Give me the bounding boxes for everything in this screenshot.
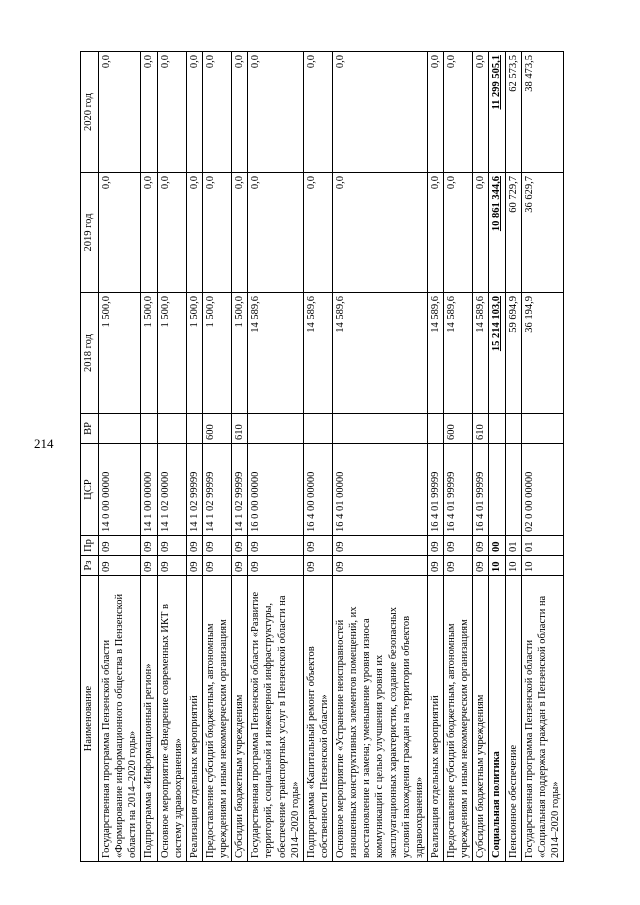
- cell-2020: 62 573,5: [505, 52, 521, 173]
- cell-name: Предоставление субсидий бюджетным, автономным учреждениям и иным некоммерческим организациям: [202, 576, 231, 862]
- cell-pr: 09: [232, 536, 248, 556]
- header-pr: Пр: [81, 536, 99, 556]
- page-number: 214: [34, 436, 54, 451]
- table-row: [303, 52, 332, 862]
- cell-2020: 0,0: [473, 52, 489, 173]
- cell-csr: 16 4 00 00000: [303, 444, 332, 536]
- cell-rz: 09: [157, 556, 186, 576]
- cell-rz: 09: [232, 556, 248, 576]
- cell-2018: 36 194,9: [521, 293, 563, 414]
- cell-name: Социальная политика: [489, 576, 505, 862]
- cell-csr: 16 0 00 00000: [248, 444, 304, 536]
- cell-2019: 10 861 344,6: [489, 173, 505, 293]
- cell-2019: 0,0: [141, 173, 157, 293]
- cell-2019: 0,0: [444, 173, 473, 293]
- table-row: [444, 52, 473, 862]
- cell-2018: 15 214 103,0: [489, 293, 505, 414]
- cell-2018: 1 500,0: [141, 293, 157, 414]
- header-csr: ЦСР: [81, 444, 99, 536]
- cell-vr: 610: [473, 414, 489, 444]
- cell-name: Субсидии бюджетным учреждениям: [473, 576, 489, 862]
- cell-name: Основное мероприятие «Устранение неисправностей изношенных конструктивных элементов помещений, их восстановление и замена; уменьшение уровня износа коммуникаций с целью улучшения уровня их эксплуатационных характеристик, создание безопасных условий нахождения граждан на территории объектов здравоохранения»: [333, 576, 428, 862]
- cell-2018: 14 589,6: [427, 293, 443, 414]
- table-row: [157, 52, 186, 862]
- cell-rz: 09: [202, 556, 231, 576]
- cell-2020: 0,0: [303, 52, 332, 173]
- cell-name: Предоставление субсидий бюджетным, автономным учреждениям и иным некоммерческим организациям: [444, 576, 473, 862]
- cell-rz: 10: [521, 556, 563, 576]
- cell-2019: 0,0: [303, 173, 332, 293]
- table-row: [521, 52, 563, 862]
- cell-csr: [505, 444, 521, 536]
- cell-2019: 0,0: [186, 173, 202, 293]
- table-body: [99, 52, 564, 862]
- cell-csr: 14 0 00 00000: [99, 444, 141, 536]
- cell-csr: 14 1 02 99999: [186, 444, 202, 536]
- rotated-page-content: [80, 52, 570, 862]
- cell-rz: 09: [444, 556, 473, 576]
- cell-pr: 09: [248, 536, 304, 556]
- cell-name: Государственная программа Пензенской области «Развитие территорий, социальной и инженерной инфраструктуры, обеспечение транспортных услуг в Пензенской области на 2014–2020 годы»: [248, 576, 304, 862]
- cell-2018: 14 589,6: [333, 293, 428, 414]
- cell-name: Реализация отдельных мероприятий: [427, 576, 443, 862]
- cell-2019: 0,0: [157, 173, 186, 293]
- table-row: [489, 52, 505, 862]
- cell-csr: 16 4 01 99999: [427, 444, 443, 536]
- cell-2020: 0,0: [186, 52, 202, 173]
- cell-csr: 16 4 01 00000: [333, 444, 428, 536]
- header-2020: 2020 год: [81, 52, 99, 173]
- cell-vr: 600: [202, 414, 231, 444]
- cell-2018: 14 589,6: [303, 293, 332, 414]
- cell-vr: [427, 414, 443, 444]
- cell-2019: 0,0: [232, 173, 248, 293]
- cell-name: Пенсионное обеспечение: [505, 576, 521, 862]
- cell-rz: 09: [303, 556, 332, 576]
- cell-csr: 14 1 02 99999: [202, 444, 231, 536]
- cell-name: Реализация отдельных мероприятий: [186, 576, 202, 862]
- cell-csr: 02 0 00 00000: [521, 444, 563, 536]
- cell-pr: 09: [141, 536, 157, 556]
- header-rz: Рз: [81, 556, 99, 576]
- cell-rz: 09: [333, 556, 428, 576]
- cell-pr: 01: [505, 536, 521, 556]
- header-name: Наименование: [81, 576, 99, 862]
- header-vr: ВР: [81, 414, 99, 444]
- cell-pr: 09: [157, 536, 186, 556]
- cell-name: Субсидии бюджетным учреждениям: [232, 576, 248, 862]
- cell-vr: [248, 414, 304, 444]
- table-row: [232, 52, 248, 862]
- cell-2018: 14 589,6: [248, 293, 304, 414]
- cell-rz: 09: [248, 556, 304, 576]
- cell-csr: 14 1 00 00000: [141, 444, 157, 536]
- table-row: [202, 52, 231, 862]
- table-row: [333, 52, 428, 862]
- cell-vr: [157, 414, 186, 444]
- cell-csr: [489, 444, 505, 536]
- cell-2018: 1 500,0: [232, 293, 248, 414]
- cell-csr: 14 1 02 00000: [157, 444, 186, 536]
- cell-rz: 09: [141, 556, 157, 576]
- cell-pr: 09: [303, 536, 332, 556]
- cell-2019: 0,0: [99, 173, 141, 293]
- header-2018: 2018 год: [81, 293, 99, 414]
- cell-vr: [489, 414, 505, 444]
- table-row: [141, 52, 157, 862]
- cell-rz: 09: [427, 556, 443, 576]
- cell-name: Подпрограмма «Капитальный ремонт объектов собственности Пензенской области»: [303, 576, 332, 862]
- table-row: [99, 52, 141, 862]
- cell-vr: 600: [444, 414, 473, 444]
- table-row: [186, 52, 202, 862]
- cell-vr: [505, 414, 521, 444]
- cell-name: Подпрограмма «Информационный регион»: [141, 576, 157, 862]
- cell-vr: [186, 414, 202, 444]
- cell-pr: 09: [333, 536, 428, 556]
- cell-2018: 14 589,6: [444, 293, 473, 414]
- cell-2020: 0,0: [99, 52, 141, 173]
- cell-2019: 60 729,7: [505, 173, 521, 293]
- cell-vr: [333, 414, 428, 444]
- cell-2018: 1 500,0: [99, 293, 141, 414]
- cell-2018: 59 694,9: [505, 293, 521, 414]
- cell-2020: 0,0: [202, 52, 231, 173]
- cell-2020: 0,0: [232, 52, 248, 173]
- cell-pr: 09: [444, 536, 473, 556]
- header-2019: 2019 год: [81, 173, 99, 293]
- cell-2019: 0,0: [473, 173, 489, 293]
- cell-csr: 16 4 01 99999: [473, 444, 489, 536]
- cell-2019: 0,0: [333, 173, 428, 293]
- cell-2019: 36 629,7: [521, 173, 563, 293]
- cell-2019: 0,0: [248, 173, 304, 293]
- cell-name: Государственная программа Пензенской области «Социальная поддержка граждан в Пензенской области на 2014–2020 годы»: [521, 576, 563, 862]
- cell-rz: 10: [505, 556, 521, 576]
- table-row: [505, 52, 521, 862]
- cell-vr: [521, 414, 563, 444]
- cell-2019: 0,0: [202, 173, 231, 293]
- table-row: [473, 52, 489, 862]
- cell-pr: 09: [427, 536, 443, 556]
- cell-2020: 0,0: [427, 52, 443, 173]
- cell-vr: [141, 414, 157, 444]
- cell-2020: 0,0: [248, 52, 304, 173]
- cell-name: Государственная программа Пензенской области «Формирование информационного общества в Пензенской области на 2014–2020 годы»: [99, 576, 141, 862]
- cell-name: Основное мероприятие «Внедрение современных ИКТ в систему здравоохранения»: [157, 576, 186, 862]
- cell-csr: 14 1 02 99999: [232, 444, 248, 536]
- cell-2020: 0,0: [444, 52, 473, 173]
- cell-pr: 09: [99, 536, 141, 556]
- cell-vr: [303, 414, 332, 444]
- cell-rz: 10: [489, 556, 505, 576]
- cell-2018: 14 589,6: [473, 293, 489, 414]
- cell-vr: [99, 414, 141, 444]
- cell-2020: 0,0: [141, 52, 157, 173]
- cell-2018: 1 500,0: [202, 293, 231, 414]
- cell-2019: 0,0: [427, 173, 443, 293]
- cell-pr: 09: [473, 536, 489, 556]
- cell-csr: 16 4 01 99999: [444, 444, 473, 536]
- budget-table: [80, 51, 564, 862]
- cell-2020: 38 473,5: [521, 52, 563, 173]
- cell-2020: 0,0: [333, 52, 428, 173]
- cell-rz: 09: [473, 556, 489, 576]
- cell-pr: 00: [489, 536, 505, 556]
- table-header-row: [81, 52, 99, 862]
- table-row: [248, 52, 304, 862]
- cell-rz: 09: [186, 556, 202, 576]
- cell-vr: 610: [232, 414, 248, 444]
- table-row: [427, 52, 443, 862]
- cell-2020: 0,0: [157, 52, 186, 173]
- cell-2020: 11 299 505,1: [489, 52, 505, 173]
- cell-rz: 09: [99, 556, 141, 576]
- cell-pr: 09: [186, 536, 202, 556]
- cell-pr: 01: [521, 536, 563, 556]
- cell-pr: 09: [202, 536, 231, 556]
- cell-2018: 1 500,0: [186, 293, 202, 414]
- cell-2018: 1 500,0: [157, 293, 186, 414]
